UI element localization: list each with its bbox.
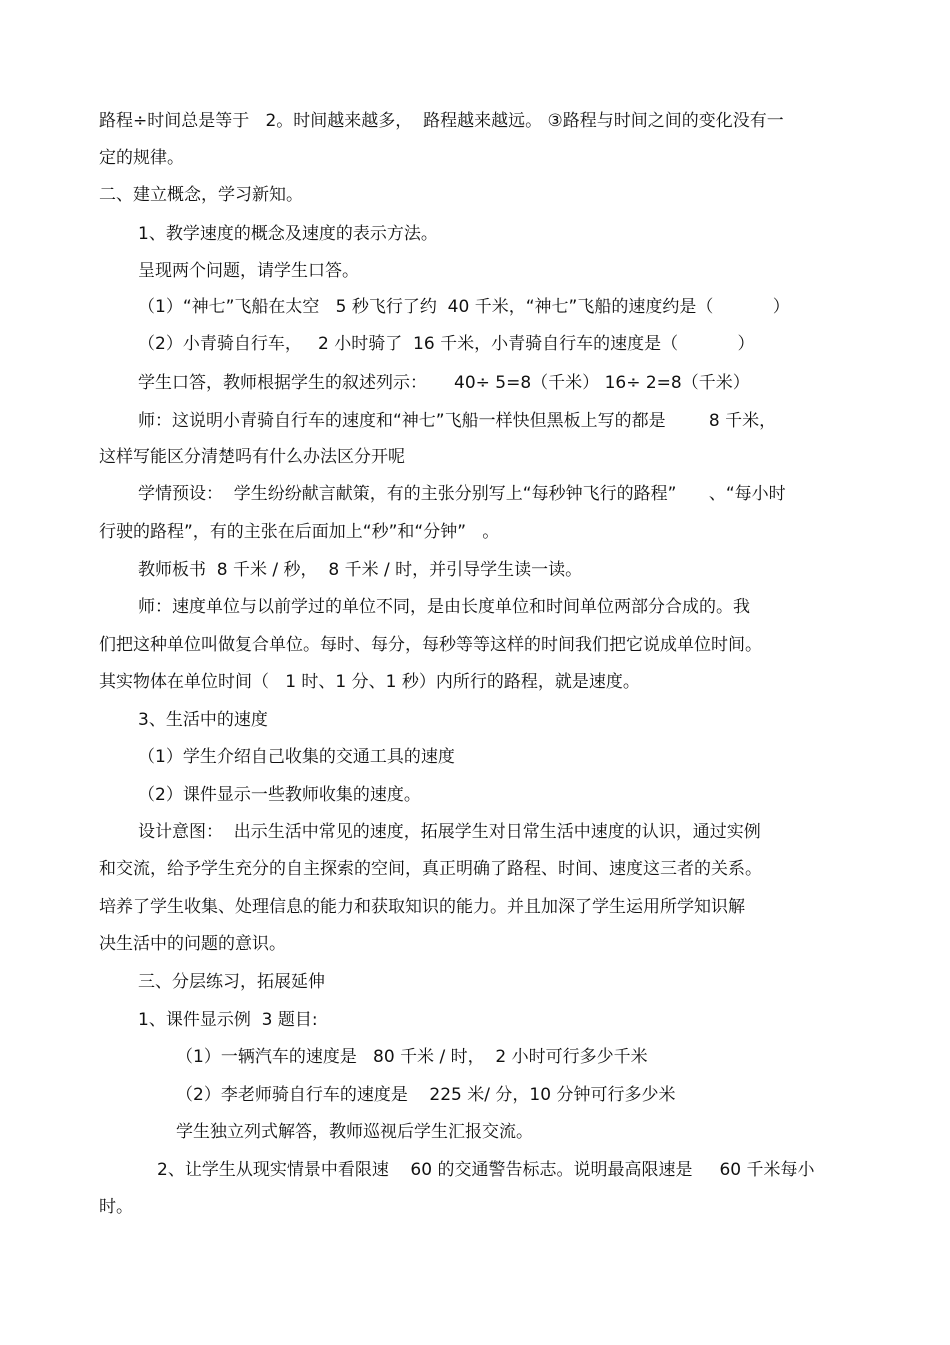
subsection-heading: 3、生活中的速度 xyxy=(138,710,268,730)
section-heading: 三、分层练习，拓展延伸 xyxy=(138,972,325,992)
text-line: 学情预设： 学生纷纷献言献策，有的主张分别写上“每秒钟飞行的路程” 、“每小时 xyxy=(138,484,786,504)
text-line: 定的规律。 xyxy=(99,148,184,168)
text-line: 培养了学生收集、处理信息的能力和获取知识的能力。并且加深了学生运用所学知识解 xyxy=(99,897,745,917)
text-line: 呈现两个问题，请学生口答。 xyxy=(138,261,359,281)
text-line: 决生活中的问题的意识。 xyxy=(99,934,286,954)
question-line: （2）小青骑自行车， 2 小时骑了 16 千米，小青骑自行车的速度是（ ） xyxy=(138,334,755,354)
text-line: 师：速度单位与以前学过的单位不同，是由长度单位和时间单位两部分合成的。我 xyxy=(138,597,750,617)
text-line: 这样写能区分清楚吗有什么办法区分开呢 xyxy=(99,447,405,467)
text-line: 和交流，给予学生充分的自主探索的空间，真正明确了路程、时间、速度这三者的关系。 xyxy=(99,859,762,879)
text-line: 学生独立列式解答，教师巡视后学生汇报交流。 xyxy=(176,1122,533,1142)
exercise-item: （2）李老师骑自行车的速度是 225 米/ 分，10 分钟可行多少米 xyxy=(176,1085,676,1105)
text-line: 行驶的路程”，有的主张在后面加上“秒”和“分钟” 。 xyxy=(99,522,500,542)
text-line: 设计意图： 出示生活中常见的速度，拓展学生对日常生活中速度的认识，通过实例 xyxy=(138,822,761,842)
subsection-heading: 1、教学速度的概念及速度的表示方法。 xyxy=(138,224,438,244)
exercise-item: （1）一辆汽车的速度是 80 千米 / 时， 2 小时可行多少千米 xyxy=(176,1047,648,1067)
text-line: 其实物体在单位时间（ 1 时、1 分、1 秒）内所行的路程，就是速度。 xyxy=(99,672,640,692)
text-line: 们把这种单位叫做复合单位。每时、每分，每秒等等这样的时间我们把它说成单位时间。 xyxy=(99,635,762,655)
text-line: 路程÷时间总是等于 2。时间越来越多， 路程越来越远。 ③路程与时间之间的变化没有一 xyxy=(99,111,784,131)
section-heading: 二、建立概念，学习新知。 xyxy=(99,185,303,205)
text-line: 师：这说明小青骑自行车的速度和“神七”飞船一样快但黑板上写的都是 8 千米， xyxy=(138,411,777,431)
subsection-heading: 1、课件显示例 3 题目: xyxy=(138,1010,318,1030)
question-line: （1）“神七”飞船在太空 5 秒飞行了约 40 千米，“神七”飞船的速度约是（ ） xyxy=(138,297,790,317)
text-line: 2、让学生从现实情景中看限速 60 的交通警告标志。说明最高限速是 60 千米每小 xyxy=(157,1160,815,1180)
text-line: 教师板书 8 千米 / 秒， 8 千米 / 时，并引导学生读一读。 xyxy=(138,560,583,580)
list-item: （1）学生介绍自己收集的交通工具的速度 xyxy=(138,747,455,767)
list-item: （2）课件显示一些教师收集的速度。 xyxy=(138,785,421,805)
text-line: 学生口答，教师根据学生的叙述列示： 40÷ 5=8（千米） 16÷ 2=8（千米） xyxy=(138,373,750,393)
text-line: 时。 xyxy=(99,1197,133,1217)
